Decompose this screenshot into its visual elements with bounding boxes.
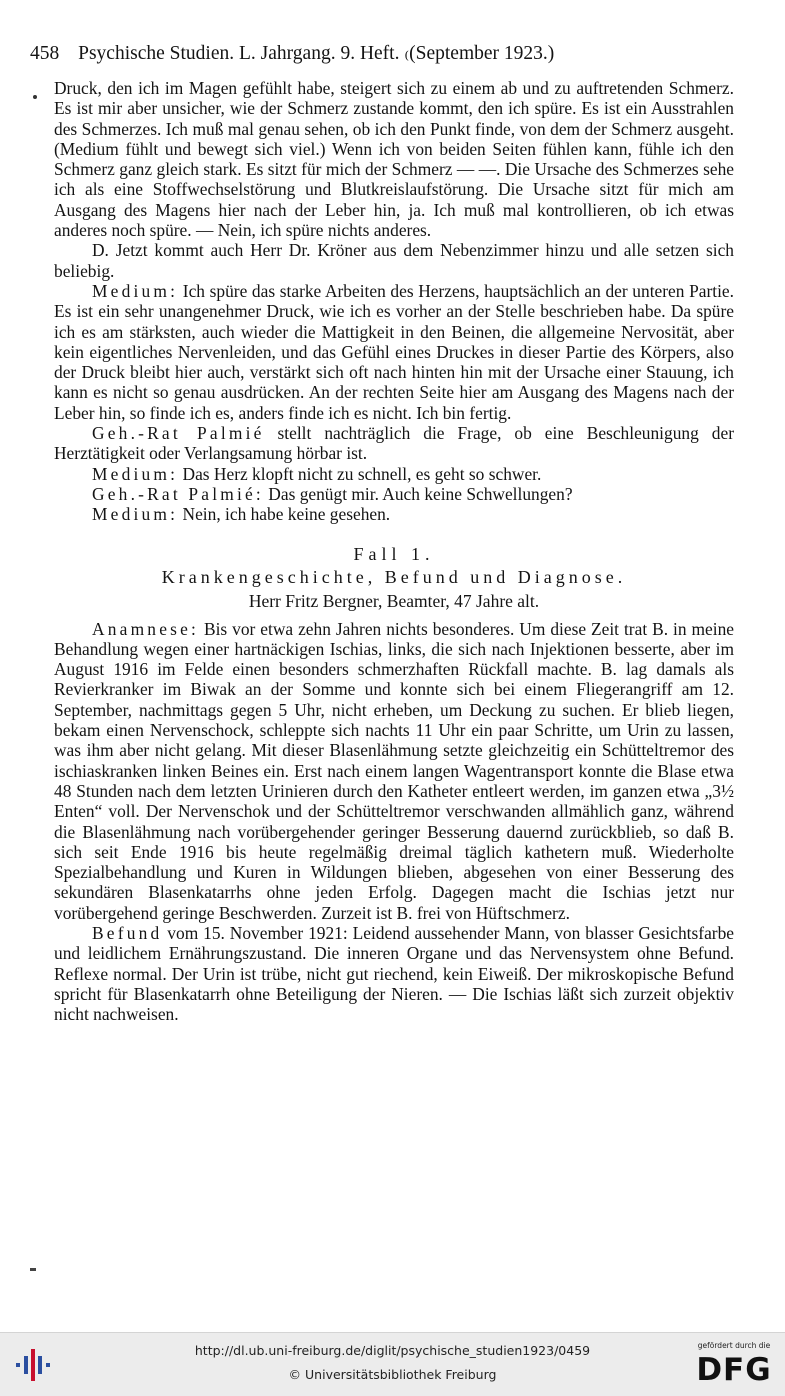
running-header: [30, 40, 760, 68]
paragraph: [54, 619, 734, 923]
margin-mark: [30, 1268, 36, 1271]
case-title: Krankengeschichte, Befund und Diagnose.: [161, 566, 627, 587]
paragraph: [54, 504, 734, 524]
paragraph: D. Jetzt kommt auch Herr Dr. Kröner aus dem Nebenzimmer hinzu und alle setzen sich beliebig.: [54, 240, 734, 281]
paragraph-text: Ich spüre das starke Arbeiten des Herzens, hauptsächlich an der unteren Partie. Es ist ein sehr unangenehmer Druck, wie ich es vorher an der Stelle beschrieben habe. Da spüre ich es am stärksten, auch wieder die Mattigkeit in den Beinen, die allgemeine Nervosität, aber kein eigentliches Nervenleiden, und das Gefühl eines Druckes in dieser Partie des Körpers, also der Druck bleibt hier auch, verstärkt sich oft nach hinten hin mit der Ursache einer Stauung, ich kann es nicht so genau ausdrücken. An der rechten Seite hier am Ausgang des Magens nach der Leber hin, so finde ich es, anders finde ich es nicht. Ich bin fertig.: [54, 280, 734, 423]
page-body: [54, 78, 734, 1024]
paragraph: [54, 281, 734, 423]
paragraph: [54, 923, 734, 1024]
running-title: Psychische Studien. L. Jahrgang. 9. Heft. ₍(September 1923.): [78, 43, 555, 64]
speaker-label: Medium:: [92, 463, 179, 484]
dfg-caption: gefördert durch die: [697, 1341, 771, 1350]
speaker-label: Medium:: [92, 504, 179, 525]
margin-mark: [33, 95, 37, 99]
case-number: Fall 1.: [353, 543, 435, 564]
speaker-label: Medium:: [92, 280, 179, 301]
paragraph: [54, 484, 734, 504]
paragraph-text: stellt nachträglich die Frage, ob eine Beschleunigung der Herztätigkeit oder Verlangsamung hörbar ist.: [54, 423, 734, 464]
digitization-footer: [0, 1332, 785, 1396]
source-url-link[interactable]: http://dl.ub.uni-freiburg.de/diglit/psychische_studien1923/0459: [194, 1343, 591, 1358]
section-label: Befund: [92, 922, 163, 943]
paragraph-text: Das Herz klopft nicht zu schnell, es geht so schwer.: [178, 463, 542, 484]
paragraph: Druck, den ich im Magen gefühlt habe, steigert sich zu einem ab und zu auftretenden Schmerz. Es ist mir aber unsicher, wie der Schmerz zustande kommt, den ich spüre. Es ist ein Ausstrahlen des Schmerzes. Ich muß mal genau sehen, ob ich den Punkt finde, von dem der Schmerz ausgeht. (Medium fühlt und bewegt sich viel.) Wenn ich von beiden Seiten fühlen kann, fühle ich den Schmerz ganz gleich stark. Es sitzt für mich der Schmerz — —. Die Ursache des Schmerzes sehe ich als eine Stoffwechselstörung und Blutkreislaufstörung. Die Ursache sitzt für mich am Ausgang des Magens hier nach der Leber hin, ja. Ich muß mal kontrollieren, ob ich etwas anderes noch spüre. — Nein, ich spüre nichts anderes.: [54, 78, 734, 241]
page-number: 458: [30, 43, 60, 64]
dfg-logo: DFG: [696, 1352, 772, 1388]
paragraph-text: Bis vor etwa zehn Jahren nichts besonderes. Um diese Zeit trat B. in meine Behandlung wegen einer hartnäckigen Ischias, links, die sich nach Injektionen besserte, aber im August 1916 im Felde einen besonders schmerzhaften Rückfall machte. B. lag damals als Revierkranker im Biwak an der Somme und konnte sich bei einem Fliegerangriff am 12. September, nachmittags gegen 5 Uhr, nicht erheben, um Deckung zu suchen. Er blieb liegen, bekam einen Nervenschock, schleppte sich nachts 11 Uhr ein paar Schritte, um Urin zu lassen, was ihm aber nicht gelang. Mit dieser Blasenlähmung setzte gleichzeitig ein Schütteltremor des ischiaskranken linken Beines ein. Erst nach einem langen Wagentransport konnte die Blase etwa 48 Stunden nach dem letzten Urinieren durch den Katheter entleert werden, im ganzen etwa „3½ Enten“ voll. Der Nervenschok und der Schütteltremor verschwanden allmählich ganz, während die Blasenlähmung nach vorübergehender geringer Besserung dauernd zurückblieb, so daß B. sich seit Ende 1916 bis heute regelmäßig dreimal täglich kathetern muß. Wiederholte Spezialbehandlung und Kuren in Wildungen blieben, abgesehen von einer Besserung des sekundären Blasenkatarrhs ohne jeden Erfolg. Dagegen macht die Ischias jetzt nur vorübergehend geringe Beschwerden. Zurzeit ist B. frei von Hüftschmerz.: [54, 618, 734, 923]
paragraph: [54, 423, 734, 464]
dfg-badge: [690, 1341, 778, 1391]
speaker-label: Geh.-Rat Palmié:: [92, 483, 264, 504]
case-heading: [54, 543, 734, 613]
paragraph-text: Nein, ich habe keine gesehen.: [178, 504, 391, 525]
case-subtitle: Herr Fritz Bergner, Beamter, 47 Jahre alt.: [248, 590, 540, 611]
section-label: Anamnese:: [92, 618, 200, 639]
speaker-label: Geh.-Rat Palmié: [92, 423, 265, 444]
library-logo-icon: [14, 1347, 52, 1383]
paragraph-text: vom 15. November 1921: Leidend aussehender Mann, von blasser Gesichtsfarbe und leidlichem Ernährungszustand. Die inneren Organe und das Nervensystem ohne Befund. Reflexe normal. Der Urin ist trübe, nicht gut riechend, kein Eiweiß. Der mikroskopische Befund spricht für Blasenkatarrh ohne Beteiligung der Nieren. — Die Ischias läßt sich zurzeit objektiv nicht nachweisen.: [54, 922, 734, 1025]
paragraph-text: Das genügt mir. Auch keine Schwellungen?: [263, 483, 573, 504]
copyright-notice: © Universitätsbibliothek Freiburg: [288, 1367, 497, 1382]
paragraph: [54, 464, 734, 484]
